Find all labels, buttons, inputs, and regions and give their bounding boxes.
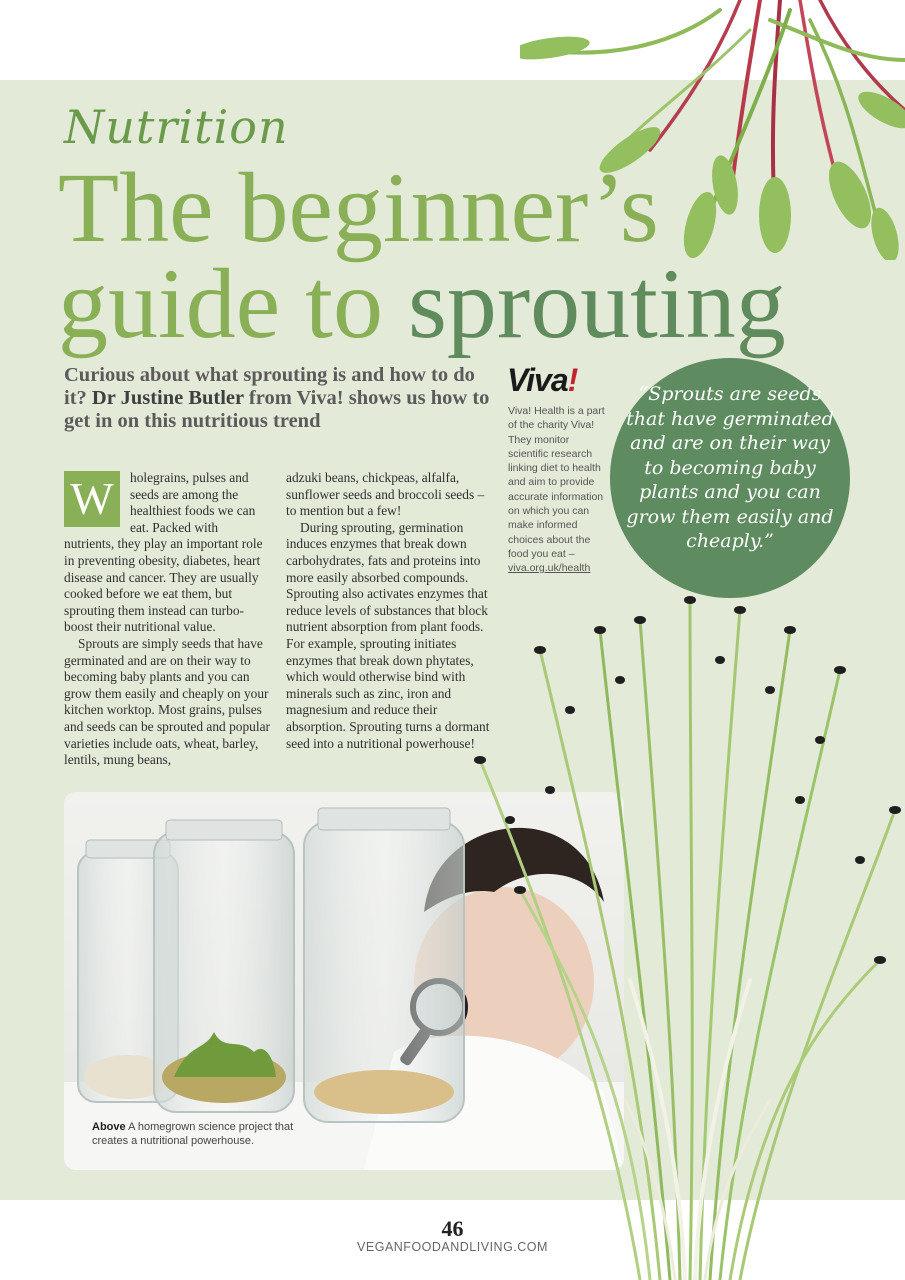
page-title: [58, 152, 798, 359]
title-line-1: The beginner’s: [58, 152, 659, 263]
pull-quote: “Sprouts are seeds that have germinated and are on their way to becoming baby plants and you can grow them easily and cheaply.”: [626, 383, 834, 552]
drop-cap: W: [64, 471, 120, 527]
section-tag: Nutrition: [64, 100, 289, 154]
sprouts-image-right: [440, 560, 905, 1280]
paragraph-1: W holegrains, pulses and seeds are among the healthiest foods we can eat. Packed with nutrients, they play an important role in preventing obesity, diabetes, heart disease and cancer. They are usually cooked before we eat them, but sprouting them instead can turbo-boost their nutritional value.: [64, 470, 263, 635]
viva-logo: Viva!: [507, 362, 578, 398]
title-line-2a: guide to: [58, 248, 408, 359]
title-line-2b: sprouting: [407, 248, 786, 359]
standfirst-intro: Curious about what sprouting is and how to do it?: [64, 364, 475, 409]
viva-health-link[interactable]: viva.org.uk/health: [508, 562, 591, 575]
viva-note-text: Viva! Health is a part of the charity Viva! They monitor scientific research linking diet to health and aim to provide accurate information on which you can make informed choices about the food you eat –: [508, 405, 605, 560]
paragraph-2: Sprouts are simply seeds that have germinated and are on their way to becoming baby plants and you can grow them easily and cheaply on your kitchen worktop. Most grains, pulses and seeds can be sprouted and popular varieties include oats, wheat, barley, lentils, mung beans,: [64, 635, 270, 768]
body-column-1: [64, 470, 270, 769]
paragraph-3: adzuki beans, chickpeas, alfalfa, sunflower seeds and broccoli seeds – to mention but a few!: [286, 470, 485, 519]
page-number: 46: [441, 1216, 464, 1241]
photo-caption: Above A homegrown science project that creates a nutritional powerhouse.: [92, 1121, 294, 1147]
standfirst: [64, 364, 494, 433]
site-url: VEGANFOODANDLIVING.COM: [357, 1240, 548, 1254]
author-name: Dr Justine Butler: [91, 387, 244, 409]
paragraph-4: During sprouting, germination induces enzymes that break down carbohydrates, fats and proteins into more easily absorbed compounds. Sprouting also activates enzymes that reduce levels of substances that block nutrient absorption from plant foods. For example, sprouting initiates enzymes that break down phytates, which would otherwise bind with minerals such as zinc, iron and magnesium and reduce their absorption. Sprouting turns a dormant seed into a nutritional powerhouse!: [286, 519, 490, 751]
caption-label: Above: [92, 1121, 126, 1133]
viva-sidebar-note: [508, 404, 608, 576]
standfirst-outro: from Viva! shows us how to get in on this nutritious trend: [64, 387, 490, 432]
